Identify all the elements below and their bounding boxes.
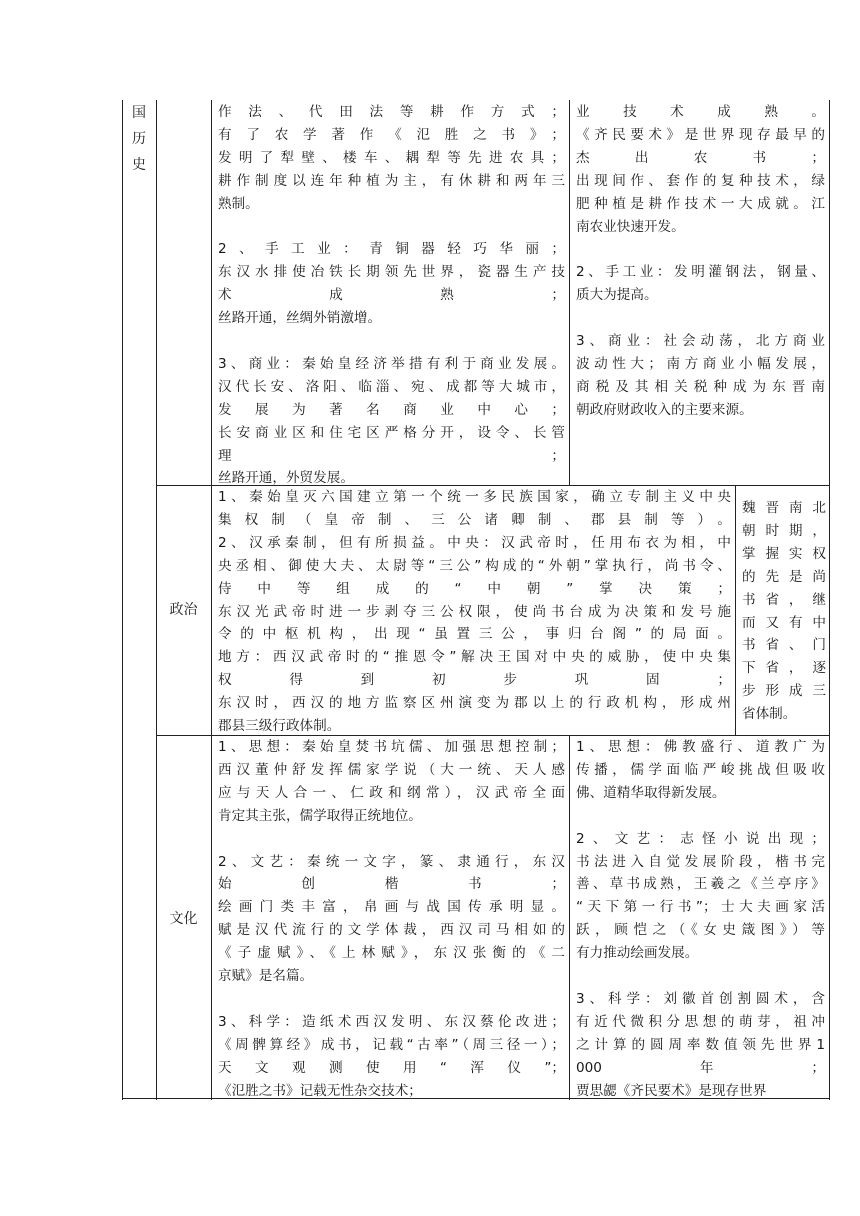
politics-weijin-cell [736, 497, 829, 726]
text-line [218, 330, 565, 353]
text-line: 质大为提高。 [576, 287, 658, 304]
politics-han-cell [212, 486, 735, 738]
text-line: 1、思想：佛教盛行、道教广为 [576, 739, 825, 755]
section-label-char: 史 [132, 157, 146, 173]
text-line: 侍中等组成的“中朝”掌决策； [218, 580, 731, 597]
text-line: 2、手工业：青铜器轻巧华丽； [218, 241, 565, 258]
text-line: 之计算的圆周率数值领先世界1 [576, 1036, 825, 1053]
text-line: 东汉水排使冶铁长期领先世界，瓷器生产技 [218, 264, 565, 281]
text-line [576, 965, 825, 988]
text-line: 有近代微积分思想的萌芽，祖冲 [576, 1013, 825, 1030]
text-line: 郡县三级行政体制。 [218, 718, 341, 735]
text-line: 《氾胜之书》记载无性杂交技术； [218, 1082, 422, 1099]
economy-han-cell [212, 101, 569, 490]
text-line: 贾思勰《齐民要术》是现存世界 [576, 1082, 767, 1099]
text-line: 发明了犁壁、楼车、耦犁等先进农具； [218, 149, 565, 166]
text-line: 发展为著名商业中心； [218, 401, 565, 418]
culture-han-cell [212, 736, 569, 1102]
text-line: 耕作制度以连年种植为主，有休耕和两年三 [218, 172, 565, 189]
text-line: 魏晋南北 [742, 500, 826, 516]
text-line [218, 216, 565, 239]
text-line: 3、商业：社会动荡，北方商业 [576, 333, 825, 350]
text-line: 地方：西汉武帝时的“推恩令”解决王国对中央的威胁，使中央集 [218, 649, 731, 666]
text-line: 商税及其相关税种成为东晋南 [576, 378, 825, 395]
text-line: 书省、门 [742, 637, 826, 654]
text-line: 长安商业区和住宅区严格分开，设令、长管 [218, 424, 565, 441]
text-line: 权得到初步巩固； [218, 672, 731, 689]
text-line: 2、文艺：志怪小说出现； [576, 830, 825, 847]
text-line: 2、手工业：发明灌钢法，钢量、 [576, 264, 825, 281]
text-line: 2、文艺：秦统一文字，篆、隶通行，东汉 [218, 853, 565, 870]
text-line: 有了农学著作《氾胜之书》； [218, 126, 565, 143]
text-line [576, 805, 825, 828]
text-line: “天下第一行书”；士大夫画家活 [576, 899, 825, 916]
text-line: 而又有中 [742, 614, 826, 631]
text-line: 始创楷书； [218, 876, 565, 893]
text-line: 丝路开通，丝绸外销激增。 [218, 310, 382, 327]
text-line [218, 828, 565, 851]
text-line: 朝时期， [742, 522, 826, 539]
text-line: 的先是尚 [742, 568, 826, 585]
text-line: 2、汉承秦制，但有所损益。中央：汉武帝时，任用布衣为相，中 [218, 534, 731, 551]
text-line: 佛、道精华取得新发展。 [576, 784, 726, 801]
text-line: 理； [218, 447, 565, 464]
text-line: 书法进入自觉发展阶段，楷书完 [576, 853, 825, 870]
text-line: 业技术成熟。 [576, 104, 825, 120]
text-line: 步形成三 [742, 683, 826, 700]
politics-label: 政治 [169, 602, 198, 618]
text-line: 应与天人合一、仁政和纲常），汉武帝全面 [218, 784, 565, 801]
text-line: 跃，顾恺之（《女史箴图》）等 [576, 922, 825, 939]
text-line: 央丞相、御使大夫、太尉等“三公”构成的“外朝”掌执行，尚书令、 [218, 557, 731, 574]
text-line: 《齐民要术》是世界现存最早的 [576, 126, 825, 143]
section-label [122, 100, 156, 178]
text-line: 南农业快速开发。 [576, 218, 685, 235]
text-line: 丝路开通，外贸发展。 [218, 470, 354, 487]
text-line: 有力推动绘画发展。 [576, 945, 699, 962]
text-line: 《周髀算经》成书，记载“古率”（周三径一）； [218, 1036, 565, 1053]
text-line: 术成熟； [218, 287, 565, 304]
text-line: 令的中枢机构，出现“虽置三公，事归台阁”的局面。 [218, 626, 731, 643]
text-line: 000年； [576, 1059, 825, 1076]
section-label-char: 历 [132, 131, 146, 147]
text-line: 绘画门类丰富，帛画与战国传承明显。 [218, 899, 565, 916]
text-line: 书省，继 [742, 591, 826, 608]
text-line: 东汉光武帝时进一步剥夺三公权限，使尚书台成为决策和发号施 [218, 603, 731, 620]
text-line: 掌握实权 [742, 545, 826, 562]
text-line: 传播，儒学面临严峻挑战但吸收 [576, 761, 825, 778]
text-line: 《子虚赋》、《上林赋》，东汉张衡的《二 [218, 945, 565, 962]
text-line [576, 238, 825, 261]
text-line: 1、思想：秦始皇焚书坑儒、加强思想控制； [218, 739, 565, 755]
text-line: 善、草书成熟，王羲之《兰亭序》 [576, 876, 825, 893]
text-line: 京赋》是名篇。 [218, 968, 314, 985]
table-right-border [829, 100, 830, 1100]
text-line: 下省，逐 [742, 660, 826, 677]
table-left-border [122, 100, 123, 1100]
text-line: 3、商业：秦始皇经济举措有利于商业发展。 [218, 355, 565, 372]
text-line: 波动性大；南方商业小幅发展， [576, 355, 825, 372]
text-line: 集权制（皇帝制、三公诸卿制、郡县制等）。 [218, 511, 731, 528]
text-line: 作法、代田法等耕作方式； [218, 104, 565, 120]
text-line: 汉代长安、洛阳、临淄、宛、成都等大城市， [218, 378, 565, 395]
text-line: 天文观测使用“浑仪”； [218, 1059, 565, 1076]
culture-weijin-cell [570, 736, 829, 1102]
text-line: 肯定其主张，儒学取得正统地位。 [218, 807, 422, 824]
text-line: 杰出农书； [576, 149, 825, 166]
text-line [218, 988, 565, 1011]
text-line: 3、科学：刘徽首创割圆术，含 [576, 990, 825, 1007]
text-line: 西汉董仲舒发挥儒家学说（大一统、天人感 [218, 761, 565, 778]
text-line: 赋是汉代流行的文学体裁，西汉司马相如的 [218, 922, 565, 939]
section-label-char: 国 [132, 105, 146, 121]
text-line [576, 307, 825, 330]
text-line: 朝政府财政收入的主要来源。 [576, 401, 753, 418]
text-line: 肥种植是耕作技术一大成就。江 [576, 195, 825, 212]
text-line: 熟制。 [218, 195, 259, 212]
text-line: 省体制。 [742, 706, 797, 723]
economy-weijin-cell [570, 101, 829, 422]
text-line: 1、秦始皇灭六国建立第一个统一多民族国家，确立专制主义中央 [218, 489, 731, 505]
text-line: 3、科学：造纸术西汉发明、东汉蔡伦改进； [218, 1013, 565, 1030]
text-line: 东汉时，西汉的地方监察区州演变为郡以上的行政机构，形成州 [218, 695, 731, 712]
text-line: 出现间作、套作的复种技术，绿 [576, 172, 825, 189]
culture-label: 文化 [169, 911, 198, 927]
